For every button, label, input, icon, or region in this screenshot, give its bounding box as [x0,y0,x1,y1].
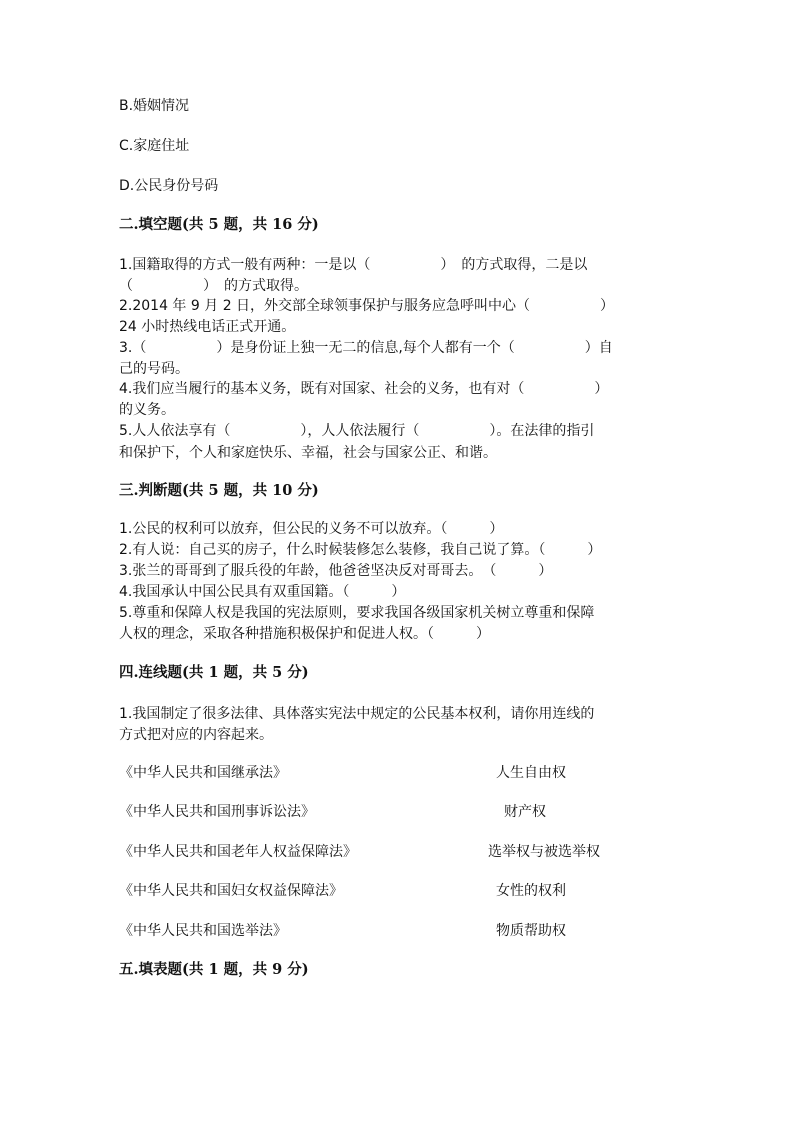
section-fill-blank-heading: 二.填空题(共 5 题，共 16 分) [119,216,319,233]
fill-blank-line: 2.2014 年 9 月 2 日，外交部全球领事保护与服务应急呼叫中心（ ） [119,298,615,314]
matching-right-item: 选举权与被选举权 [488,844,600,860]
section-matching-heading: 四.连线题(共 1 题，共 5 分) [119,664,309,681]
matching-law-item: 《中华人民共和国老年人权益保障法》 [119,844,357,860]
option-d: D.公民身份号码 [119,178,219,194]
matching-right-item: 人生自由权 [496,765,566,781]
fill-blank-line: 己的号码。 [119,361,189,377]
matching-intro-line: 方式把对应的内容起来。 [119,727,273,743]
section-judgement-heading: 三.判断题(共 5 题，共 10 分) [119,482,319,499]
judgement-line: 1.公民的权利可以放弃，但公民的义务不可以放弃。（ ） [119,521,504,537]
fill-blank-line: （ ） 的方式取得。 [119,278,308,294]
matching-law-item: 《中华人民共和国继承法》 [119,765,287,781]
matching-right-item: 财产权 [504,804,546,820]
matching-law-item: 《中华人民共和国妇女权益保障法》 [119,883,343,899]
fill-blank-line: 1.国籍取得的方式一般有两种：一是以（ ） 的方式取得，二是以 [119,257,588,273]
fill-blank-line: 4.我们应当履行的基本义务，既有对国家、社会的义务，也有对（ ） [119,381,609,397]
fill-blank-line: 3.（ ）是身份证上独一无二的信息,每个人都有一个（ ）自 [119,340,613,356]
fill-blank-line: 的义务。 [119,402,175,418]
judgement-line: 4.我国承认中国公民具有双重国籍。（ ） [119,584,406,600]
matching-right-item: 女性的权利 [496,883,566,899]
judgement-line: 3.张兰的哥哥到了服兵役的年龄，他爸爸坚决反对哥哥去。 （ ） [119,563,553,579]
judgement-line: 2.有人说：自己买的房子，什么时候装修怎么装修，我自己说了算。（ ） [119,542,602,558]
judgement-line: 人权的理念，采取各种措施积极保护和促进人权。（ ） [119,626,490,642]
option-b: B.婚姻情况 [119,98,190,114]
matching-right-item: 物质帮助权 [496,923,566,939]
fill-blank-line: 24 小时热线电话正式开通。 [119,319,296,335]
matching-intro-line: 1.我国制定了很多法律、具体落实宪法中规定的公民基本权利，请你用连线的 [119,706,595,722]
matching-law-item: 《中华人民共和国选举法》 [119,923,287,939]
matching-law-item: 《中华人民共和国刑事诉讼法》 [119,804,315,820]
section-table-heading: 五.填表题(共 1 题，共 9 分) [119,961,309,978]
fill-blank-line: 5.人人依法享有（ ），人人依法履行（ ）。在法律的指引 [119,423,595,439]
fill-blank-line: 和保护下，个人和家庭快乐、幸福，社会与国家公正、和谐。 [119,445,497,461]
option-c: C.家庭住址 [119,138,190,154]
judgement-line: 5.尊重和保障人权是我国的宪法原则，要求我国各级国家机关树立尊重和保障 [119,605,595,621]
